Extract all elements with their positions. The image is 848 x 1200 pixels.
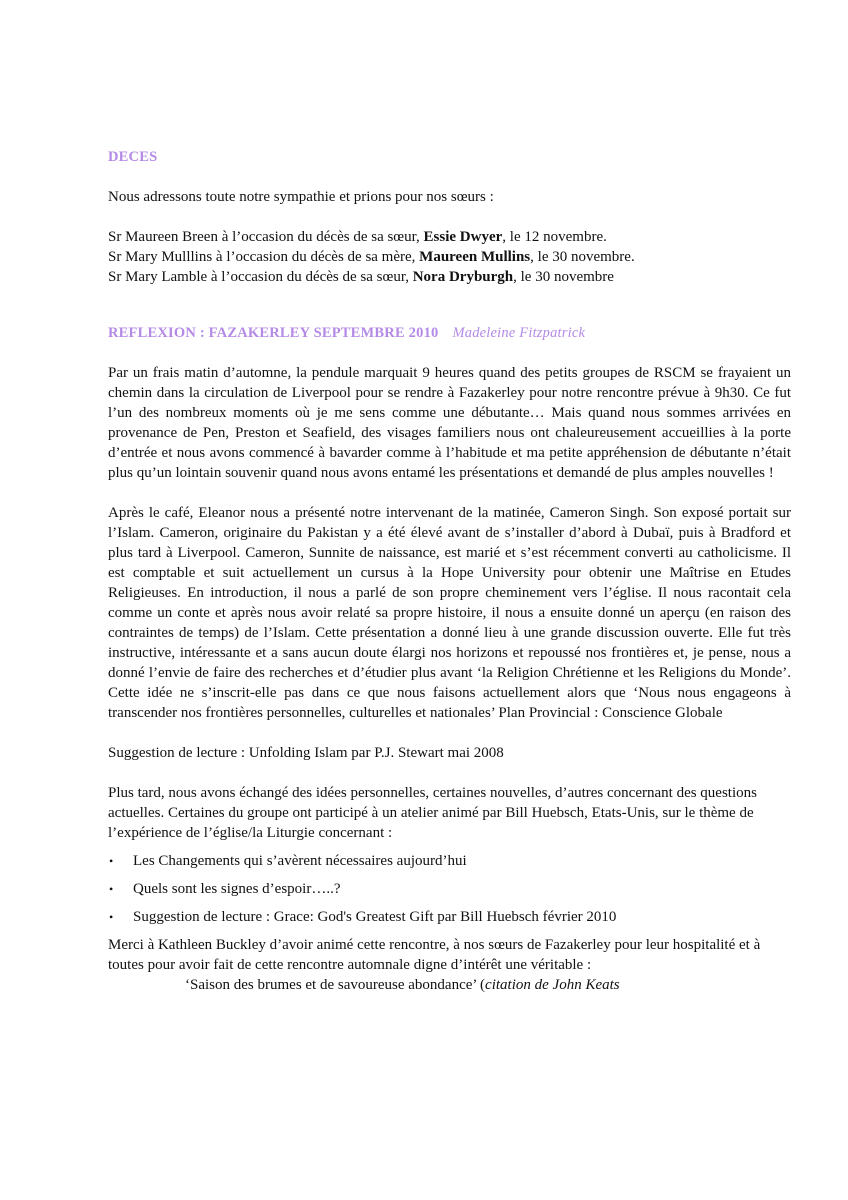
document-page (108, 147, 791, 995)
deces-entry: Sr Maureen Breen à l’occasion du décès de sa sœur, Essie Dwyer, le 12 novembre. (108, 229, 607, 245)
bullet-icon: • (109, 882, 114, 896)
author-name: Madeleine Fitzpatrick (452, 325, 586, 341)
paragraph-1: Par un frais matin d’automne, la pendule marquait 9 heures quand des petits groupes de RSCM se frayaient un chemin dans la circulation de Liverpool pour se rendre à Fazakerley pour notre rencontre prévue à 9h30. Ce fut l’un des nombreux moments où je me sens comme une débutante… Mais quand nous sommes arrivées en provenance de Pen, Preston et Seafield, des visages familiers nous ont chaleureusement accueillies à la porte d’entrée et nous avons commencé à bavarder comme à l’habitude et ma petite appréhension de débutante n’était plus qu’un lointain souvenir quand nous avons entamé les présentations et demandé de plus amples nouvelles ! (108, 365, 791, 481)
deceased-name: Nora Dryburgh (412, 269, 514, 285)
deces-entry: Sr Mary Lamble à l’occasion du décès de sa sœur, Nora Dryburgh, le 30 novembre (108, 269, 614, 285)
reading-suggestion: Suggestion de lecture : Unfolding Islam par P.J. Stewart mai 2008 (108, 745, 504, 761)
bullet-icon: • (109, 854, 114, 868)
list-item: • Quels sont les signes d’espoir…..? (109, 881, 341, 897)
paragraph-2: Après le café, Eleanor nous a présenté notre intervenant de la matinée, Cameron Singh. Son exposé portait sur l’Islam. Cameron, originaire du Pakistan y a été élevé avant de s’installer d’abord à Dubaï, puis à Bradford et plus tard à Liverpool. Cameron, Sunnite de naissance, est marié et s’est récemment converti au catholicisme. Il est comptable et suit actuellement un cursus à la Hope University pour obtenir une Maîtrise en Etudes Religieuses. En introduction, il nous a parlé de son propre cheminement vers l’église. Il nous racontait cela comme un conte et après nous avoir relaté sa propre histoire, il nous a ensuite donné un aperçu (en raison des contraintes de temps) de l’Islam. Cette présentation a donné lieu à une grande discussion ouverte. Elle fut très instructive, intéressante et a sans aucun doute élargi nos horizons et repoussé nos frontières et, je pense, nous a donné l’envie de faire des recherches et d’étudier plus avant ‘la Religion Chrétienne et les Religions du Monde’. Cette idée ne s’inscrit-elle pas dans ce que nous faisons actuellement alors que ‘Nous nous engageons à transcender nos frontières personnelles, culturelles et nationales’ Plan Provincial : Conscience Globale (108, 505, 791, 721)
paragraph-3: Plus tard, nous avons échangé des idées personnelles, certaines nouvelles, d’autres concernant des questions actuelles. Certaines du groupe ont participé à un atelier animé par Bill Huebsch, Etats-Unis, sur le thème de l’expérience de l’église/la Liturgie concernant : (108, 785, 757, 841)
bullet-list (108, 851, 791, 927)
quote-citation: citation de John Keats (485, 977, 620, 993)
deces-entry: Sr Mary Mulllins à l’occasion du décès de sa mère, Maureen Mullins, le 30 novembre. (108, 249, 635, 265)
deceased-name: Essie Dwyer (423, 229, 503, 245)
closing-paragraph: Merci à Kathleen Buckley d’avoir animé cette rencontre, à nos sœurs de Fazakerley pour leur hospitalité et à toutes pour avoir fait de cette rencontre automnale digne d’intérêt une véritable : (108, 937, 761, 973)
deces-heading: DECES (108, 149, 158, 165)
list-item: • Les Changements qui s’avèrent nécessaires aujourd’hui (109, 853, 467, 869)
keats-quote: ‘Saison des brumes et de savoureuse abondance’ (citation de John Keats (185, 977, 620, 993)
reflexion-heading: REFLEXION : FAZAKERLEY SEPTEMBRE 2010 Madeleine Fitzpatrick (108, 325, 586, 341)
deces-list (108, 227, 791, 287)
deceased-name: Maureen Mullins (419, 249, 531, 265)
list-item: • Suggestion de lecture : Grace: God's Greatest Gift par Bill Huebsch février 2010 (109, 909, 617, 925)
bullet-icon: • (109, 910, 114, 924)
deces-intro: Nous adressons toute notre sympathie et prions pour nos sœurs : (108, 189, 494, 205)
